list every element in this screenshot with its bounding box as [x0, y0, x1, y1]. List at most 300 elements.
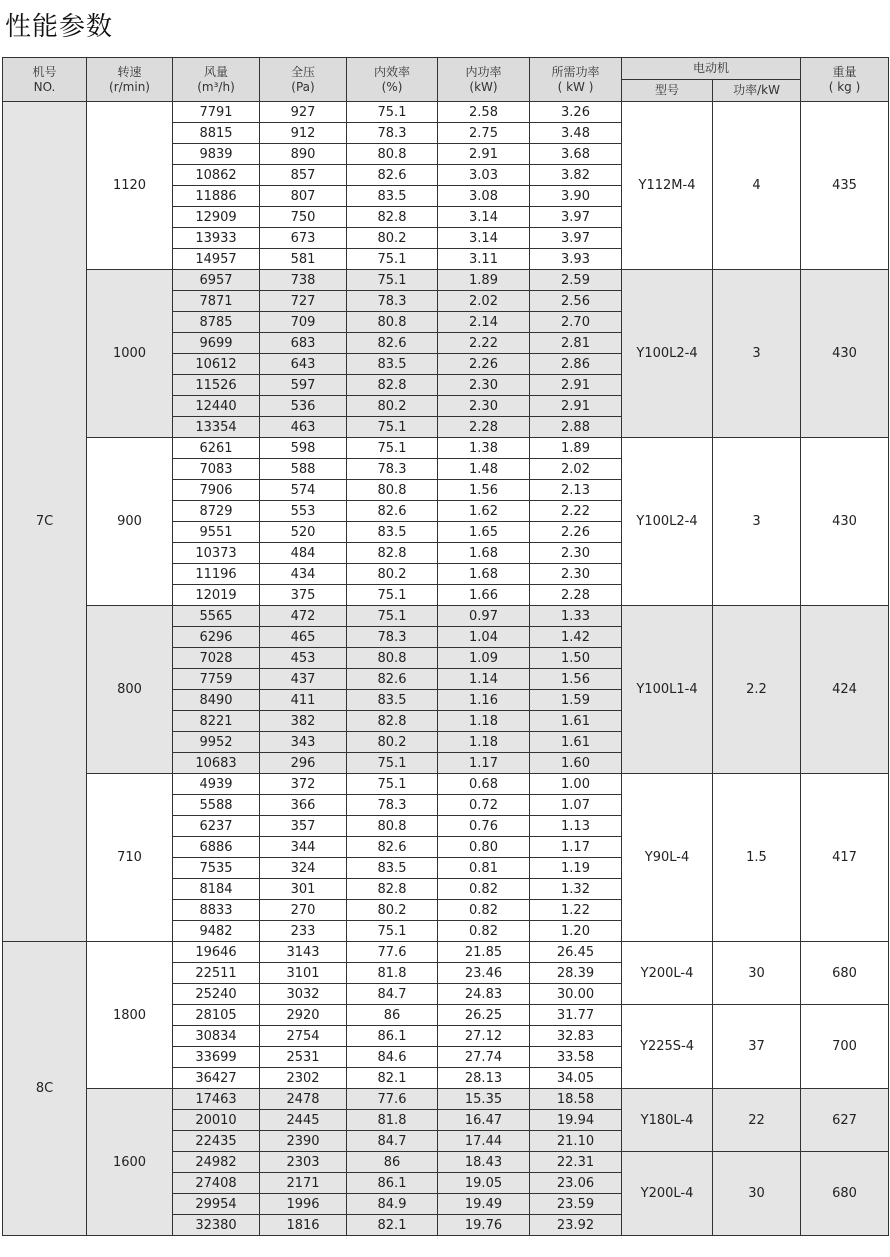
- header-machine-no: 机号 NO.: [3, 58, 87, 102]
- header-weight: 重量 ( kg ): [801, 58, 889, 102]
- internal-power-cell: 3.14: [438, 207, 530, 228]
- pressure-cell: 2171: [260, 1173, 347, 1194]
- motor-power-cell: 2.2: [713, 606, 801, 774]
- weight-cell: 435: [801, 102, 889, 270]
- efficiency-cell: 82.8: [347, 711, 438, 732]
- pressure-cell: 484: [260, 543, 347, 564]
- header-airflow: 风量 (m³/h): [173, 58, 260, 102]
- internal-power-cell: 0.80: [438, 837, 530, 858]
- machine-no-cell: 8C: [3, 942, 87, 1236]
- airflow-cell: 10683: [173, 753, 260, 774]
- airflow-cell: 12440: [173, 396, 260, 417]
- required-power-cell: 1.07: [530, 795, 622, 816]
- required-power-cell: 2.26: [530, 522, 622, 543]
- efficiency-cell: 86: [347, 1005, 438, 1026]
- required-power-cell: 2.91: [530, 396, 622, 417]
- header-internal-power: 内功率 (kW): [438, 58, 530, 102]
- pressure-cell: 857: [260, 165, 347, 186]
- motor-power-cell: 37: [713, 1005, 801, 1089]
- pressure-cell: 2478: [260, 1089, 347, 1110]
- required-power-cell: 21.10: [530, 1131, 622, 1152]
- header-motor: 电动机: [622, 58, 801, 80]
- efficiency-cell: 78.3: [347, 795, 438, 816]
- pressure-cell: 375: [260, 585, 347, 606]
- internal-power-cell: 26.25: [438, 1005, 530, 1026]
- required-power-cell: 28.39: [530, 963, 622, 984]
- pressure-cell: 927: [260, 102, 347, 123]
- header-motor-model: 型号: [622, 80, 713, 102]
- motor-model-cell: Y90L-4: [622, 774, 713, 942]
- table-row: [3, 774, 889, 795]
- airflow-cell: 9952: [173, 732, 260, 753]
- internal-power-cell: 3.11: [438, 249, 530, 270]
- internal-power-cell: 17.44: [438, 1131, 530, 1152]
- airflow-cell: 7535: [173, 858, 260, 879]
- efficiency-cell: 84.7: [347, 1131, 438, 1152]
- efficiency-cell: 75.1: [347, 921, 438, 942]
- speed-cell: 1600: [87, 1089, 173, 1236]
- motor-power-cell: 1.5: [713, 774, 801, 942]
- efficiency-cell: 82.6: [347, 165, 438, 186]
- pressure-cell: 366: [260, 795, 347, 816]
- internal-power-cell: 28.13: [438, 1068, 530, 1089]
- pressure-cell: 1816: [260, 1215, 347, 1236]
- internal-power-cell: 19.49: [438, 1194, 530, 1215]
- motor-model-cell: Y100L2-4: [622, 270, 713, 438]
- airflow-cell: 29954: [173, 1194, 260, 1215]
- efficiency-cell: 80.2: [347, 396, 438, 417]
- weight-cell: 680: [801, 942, 889, 1005]
- pressure-cell: 324: [260, 858, 347, 879]
- internal-power-cell: 16.47: [438, 1110, 530, 1131]
- machine-no-cell: 7C: [3, 102, 87, 942]
- efficiency-cell: 86.1: [347, 1173, 438, 1194]
- motor-model-cell: Y180L-4: [622, 1089, 713, 1152]
- speed-cell: 1120: [87, 102, 173, 270]
- airflow-cell: 19646: [173, 942, 260, 963]
- required-power-cell: 1.50: [530, 648, 622, 669]
- airflow-cell: 22435: [173, 1131, 260, 1152]
- airflow-cell: 8490: [173, 690, 260, 711]
- pressure-cell: 411: [260, 690, 347, 711]
- motor-power-cell: 30: [713, 1152, 801, 1236]
- motor-model-cell: Y225S-4: [622, 1005, 713, 1089]
- efficiency-cell: 75.1: [347, 249, 438, 270]
- internal-power-cell: 0.76: [438, 816, 530, 837]
- airflow-cell: 9699: [173, 333, 260, 354]
- internal-power-cell: 2.28: [438, 417, 530, 438]
- required-power-cell: 1.17: [530, 837, 622, 858]
- required-power-cell: 1.89: [530, 438, 622, 459]
- required-power-cell: 3.82: [530, 165, 622, 186]
- pressure-cell: 437: [260, 669, 347, 690]
- required-power-cell: 2.86: [530, 354, 622, 375]
- airflow-cell: 8833: [173, 900, 260, 921]
- efficiency-cell: 83.5: [347, 858, 438, 879]
- pressure-cell: 3032: [260, 984, 347, 1005]
- internal-power-cell: 1.65: [438, 522, 530, 543]
- header-required-power: 所需功率 ( kW ): [530, 58, 622, 102]
- motor-power-cell: 3: [713, 270, 801, 438]
- header-pressure: 全压 (Pa): [260, 58, 347, 102]
- airflow-cell: 6957: [173, 270, 260, 291]
- efficiency-cell: 80.2: [347, 732, 438, 753]
- internal-power-cell: 24.83: [438, 984, 530, 1005]
- internal-power-cell: 15.35: [438, 1089, 530, 1110]
- efficiency-cell: 75.1: [347, 606, 438, 627]
- required-power-cell: 22.31: [530, 1152, 622, 1173]
- pressure-cell: 465: [260, 627, 347, 648]
- pressure-cell: 738: [260, 270, 347, 291]
- airflow-cell: 11886: [173, 186, 260, 207]
- required-power-cell: 1.42: [530, 627, 622, 648]
- internal-power-cell: 0.82: [438, 921, 530, 942]
- internal-power-cell: 1.38: [438, 438, 530, 459]
- airflow-cell: 20010: [173, 1110, 260, 1131]
- internal-power-cell: 1.56: [438, 480, 530, 501]
- internal-power-cell: 19.76: [438, 1215, 530, 1236]
- required-power-cell: 26.45: [530, 942, 622, 963]
- pressure-cell: 520: [260, 522, 347, 543]
- efficiency-cell: 83.5: [347, 354, 438, 375]
- airflow-cell: 8184: [173, 879, 260, 900]
- weight-cell: 627: [801, 1089, 889, 1152]
- airflow-cell: 9482: [173, 921, 260, 942]
- pressure-cell: 2754: [260, 1026, 347, 1047]
- required-power-cell: 3.97: [530, 228, 622, 249]
- efficiency-cell: 80.8: [347, 816, 438, 837]
- required-power-cell: 1.61: [530, 732, 622, 753]
- motor-model-cell: Y200L-4: [622, 1152, 713, 1236]
- required-power-cell: 2.70: [530, 312, 622, 333]
- internal-power-cell: 1.04: [438, 627, 530, 648]
- pressure-cell: 598: [260, 438, 347, 459]
- airflow-cell: 6237: [173, 816, 260, 837]
- pressure-cell: 890: [260, 144, 347, 165]
- efficiency-cell: 82.8: [347, 879, 438, 900]
- pressure-cell: 434: [260, 564, 347, 585]
- internal-power-cell: 0.81: [438, 858, 530, 879]
- airflow-cell: 27408: [173, 1173, 260, 1194]
- pressure-cell: 673: [260, 228, 347, 249]
- efficiency-cell: 80.8: [347, 144, 438, 165]
- efficiency-cell: 77.6: [347, 1089, 438, 1110]
- efficiency-cell: 82.6: [347, 333, 438, 354]
- efficiency-cell: 82.8: [347, 543, 438, 564]
- pressure-cell: 301: [260, 879, 347, 900]
- table-row: [3, 438, 889, 459]
- motor-power-cell: 4: [713, 102, 801, 270]
- efficiency-cell: 75.1: [347, 753, 438, 774]
- header-efficiency: 内效率 (%): [347, 58, 438, 102]
- internal-power-cell: 1.66: [438, 585, 530, 606]
- required-power-cell: 3.26: [530, 102, 622, 123]
- required-power-cell: 1.61: [530, 711, 622, 732]
- efficiency-cell: 81.8: [347, 1110, 438, 1131]
- airflow-cell: 12909: [173, 207, 260, 228]
- efficiency-cell: 80.2: [347, 228, 438, 249]
- airflow-cell: 30834: [173, 1026, 260, 1047]
- pressure-cell: 344: [260, 837, 347, 858]
- required-power-cell: 1.00: [530, 774, 622, 795]
- airflow-cell: 7083: [173, 459, 260, 480]
- internal-power-cell: 18.43: [438, 1152, 530, 1173]
- airflow-cell: 8729: [173, 501, 260, 522]
- airflow-cell: 28105: [173, 1005, 260, 1026]
- required-power-cell: 2.88: [530, 417, 622, 438]
- weight-cell: 430: [801, 270, 889, 438]
- page-title: 性能参数: [5, 12, 114, 42]
- internal-power-cell: 1.89: [438, 270, 530, 291]
- pressure-cell: 912: [260, 123, 347, 144]
- pressure-cell: 372: [260, 774, 347, 795]
- efficiency-cell: 75.1: [347, 585, 438, 606]
- efficiency-cell: 80.8: [347, 648, 438, 669]
- efficiency-cell: 78.3: [347, 627, 438, 648]
- airflow-cell: 8221: [173, 711, 260, 732]
- internal-power-cell: 1.68: [438, 564, 530, 585]
- table-row: [3, 270, 889, 291]
- efficiency-cell: 84.7: [347, 984, 438, 1005]
- airflow-cell: 10612: [173, 354, 260, 375]
- required-power-cell: 1.19: [530, 858, 622, 879]
- pressure-cell: 472: [260, 606, 347, 627]
- airflow-cell: 9551: [173, 522, 260, 543]
- required-power-cell: 1.59: [530, 690, 622, 711]
- internal-power-cell: 3.14: [438, 228, 530, 249]
- internal-power-cell: 0.97: [438, 606, 530, 627]
- airflow-cell: 7759: [173, 669, 260, 690]
- efficiency-cell: 80.8: [347, 312, 438, 333]
- efficiency-cell: 80.8: [347, 480, 438, 501]
- table-body: [3, 102, 889, 1236]
- weight-cell: 700: [801, 1005, 889, 1089]
- motor-power-cell: 22: [713, 1089, 801, 1152]
- internal-power-cell: 3.08: [438, 186, 530, 207]
- efficiency-cell: 82.6: [347, 669, 438, 690]
- internal-power-cell: 0.82: [438, 879, 530, 900]
- efficiency-cell: 80.2: [347, 900, 438, 921]
- required-power-cell: 32.83: [530, 1026, 622, 1047]
- efficiency-cell: 75.1: [347, 774, 438, 795]
- internal-power-cell: 1.17: [438, 753, 530, 774]
- airflow-cell: 24982: [173, 1152, 260, 1173]
- pressure-cell: 536: [260, 396, 347, 417]
- header-motor-power: 功率/kW: [713, 80, 801, 102]
- header-speed: 转速 (r/min): [87, 58, 173, 102]
- pressure-cell: 597: [260, 375, 347, 396]
- pressure-cell: 296: [260, 753, 347, 774]
- pressure-cell: 270: [260, 900, 347, 921]
- table-row: [3, 606, 889, 627]
- efficiency-cell: 81.8: [347, 963, 438, 984]
- internal-power-cell: 2.91: [438, 144, 530, 165]
- internal-power-cell: 2.14: [438, 312, 530, 333]
- required-power-cell: 2.13: [530, 480, 622, 501]
- required-power-cell: 23.06: [530, 1173, 622, 1194]
- required-power-cell: 2.59: [530, 270, 622, 291]
- internal-power-cell: 0.72: [438, 795, 530, 816]
- internal-power-cell: 2.75: [438, 123, 530, 144]
- airflow-cell: 8785: [173, 312, 260, 333]
- pressure-cell: 2302: [260, 1068, 347, 1089]
- internal-power-cell: 2.02: [438, 291, 530, 312]
- pressure-cell: 588: [260, 459, 347, 480]
- airflow-cell: 32380: [173, 1215, 260, 1236]
- pressure-cell: 683: [260, 333, 347, 354]
- required-power-cell: 2.28: [530, 585, 622, 606]
- pressure-cell: 357: [260, 816, 347, 837]
- required-power-cell: 3.90: [530, 186, 622, 207]
- airflow-cell: 14957: [173, 249, 260, 270]
- internal-power-cell: 2.26: [438, 354, 530, 375]
- internal-power-cell: 1.18: [438, 711, 530, 732]
- motor-power-cell: 30: [713, 942, 801, 1005]
- internal-power-cell: 2.58: [438, 102, 530, 123]
- efficiency-cell: 83.5: [347, 690, 438, 711]
- required-power-cell: 1.32: [530, 879, 622, 900]
- internal-power-cell: 21.85: [438, 942, 530, 963]
- required-power-cell: 23.92: [530, 1215, 622, 1236]
- pressure-cell: 2445: [260, 1110, 347, 1131]
- airflow-cell: 33699: [173, 1047, 260, 1068]
- airflow-cell: 11196: [173, 564, 260, 585]
- motor-model-cell: Y200L-4: [622, 942, 713, 1005]
- required-power-cell: 1.56: [530, 669, 622, 690]
- performance-table: [2, 57, 889, 1236]
- required-power-cell: 1.33: [530, 606, 622, 627]
- internal-power-cell: 2.30: [438, 375, 530, 396]
- required-power-cell: 18.58: [530, 1089, 622, 1110]
- speed-cell: 1000: [87, 270, 173, 438]
- required-power-cell: 33.58: [530, 1047, 622, 1068]
- pressure-cell: 581: [260, 249, 347, 270]
- required-power-cell: 23.59: [530, 1194, 622, 1215]
- internal-power-cell: 1.14: [438, 669, 530, 690]
- internal-power-cell: 19.05: [438, 1173, 530, 1194]
- motor-model-cell: Y100L2-4: [622, 438, 713, 606]
- required-power-cell: 1.13: [530, 816, 622, 837]
- efficiency-cell: 75.1: [347, 417, 438, 438]
- efficiency-cell: 83.5: [347, 522, 438, 543]
- internal-power-cell: 3.03: [438, 165, 530, 186]
- pressure-cell: 463: [260, 417, 347, 438]
- efficiency-cell: 75.1: [347, 102, 438, 123]
- internal-power-cell: 2.22: [438, 333, 530, 354]
- motor-model-cell: Y100L1-4: [622, 606, 713, 774]
- efficiency-cell: 78.3: [347, 459, 438, 480]
- efficiency-cell: 78.3: [347, 123, 438, 144]
- required-power-cell: 3.97: [530, 207, 622, 228]
- internal-power-cell: 27.74: [438, 1047, 530, 1068]
- airflow-cell: 6886: [173, 837, 260, 858]
- pressure-cell: 553: [260, 501, 347, 522]
- required-power-cell: 1.22: [530, 900, 622, 921]
- efficiency-cell: 82.1: [347, 1068, 438, 1089]
- internal-power-cell: 2.30: [438, 396, 530, 417]
- efficiency-cell: 82.8: [347, 207, 438, 228]
- pressure-cell: 382: [260, 711, 347, 732]
- airflow-cell: 9839: [173, 144, 260, 165]
- efficiency-cell: 78.3: [347, 291, 438, 312]
- pressure-cell: 1996: [260, 1194, 347, 1215]
- efficiency-cell: 75.1: [347, 270, 438, 291]
- internal-power-cell: 1.48: [438, 459, 530, 480]
- weight-cell: 680: [801, 1152, 889, 1236]
- pressure-cell: 750: [260, 207, 347, 228]
- efficiency-cell: 82.1: [347, 1215, 438, 1236]
- pressure-cell: 727: [260, 291, 347, 312]
- airflow-cell: 8815: [173, 123, 260, 144]
- efficiency-cell: 86.1: [347, 1026, 438, 1047]
- airflow-cell: 4939: [173, 774, 260, 795]
- efficiency-cell: 75.1: [347, 438, 438, 459]
- internal-power-cell: 1.18: [438, 732, 530, 753]
- pressure-cell: 2390: [260, 1131, 347, 1152]
- efficiency-cell: 82.6: [347, 837, 438, 858]
- pressure-cell: 709: [260, 312, 347, 333]
- airflow-cell: 5588: [173, 795, 260, 816]
- motor-power-cell: 3: [713, 438, 801, 606]
- weight-cell: 417: [801, 774, 889, 942]
- airflow-cell: 7871: [173, 291, 260, 312]
- required-power-cell: 2.30: [530, 543, 622, 564]
- airflow-cell: 6261: [173, 438, 260, 459]
- internal-power-cell: 23.46: [438, 963, 530, 984]
- airflow-cell: 22511: [173, 963, 260, 984]
- airflow-cell: 10862: [173, 165, 260, 186]
- pressure-cell: 643: [260, 354, 347, 375]
- required-power-cell: 2.30: [530, 564, 622, 585]
- efficiency-cell: 86: [347, 1152, 438, 1173]
- table-row: [3, 1089, 889, 1110]
- internal-power-cell: 0.68: [438, 774, 530, 795]
- pressure-cell: 807: [260, 186, 347, 207]
- pressure-cell: 574: [260, 480, 347, 501]
- efficiency-cell: 77.6: [347, 942, 438, 963]
- airflow-cell: 11526: [173, 375, 260, 396]
- required-power-cell: 1.60: [530, 753, 622, 774]
- pressure-cell: 2303: [260, 1152, 347, 1173]
- internal-power-cell: 1.16: [438, 690, 530, 711]
- required-power-cell: 2.02: [530, 459, 622, 480]
- airflow-cell: 12019: [173, 585, 260, 606]
- airflow-cell: 7791: [173, 102, 260, 123]
- pressure-cell: 2531: [260, 1047, 347, 1068]
- efficiency-cell: 83.5: [347, 186, 438, 207]
- pressure-cell: 343: [260, 732, 347, 753]
- required-power-cell: 2.56: [530, 291, 622, 312]
- weight-cell: 424: [801, 606, 889, 774]
- required-power-cell: 2.81: [530, 333, 622, 354]
- internal-power-cell: 27.12: [438, 1026, 530, 1047]
- airflow-cell: 17463: [173, 1089, 260, 1110]
- airflow-cell: 5565: [173, 606, 260, 627]
- speed-cell: 1800: [87, 942, 173, 1089]
- efficiency-cell: 82.8: [347, 375, 438, 396]
- required-power-cell: 34.05: [530, 1068, 622, 1089]
- required-power-cell: 3.48: [530, 123, 622, 144]
- efficiency-cell: 84.6: [347, 1047, 438, 1068]
- required-power-cell: 31.77: [530, 1005, 622, 1026]
- table-row: [3, 102, 889, 123]
- airflow-cell: 25240: [173, 984, 260, 1005]
- pressure-cell: 453: [260, 648, 347, 669]
- efficiency-cell: 82.6: [347, 501, 438, 522]
- required-power-cell: 30.00: [530, 984, 622, 1005]
- table-row: [3, 942, 889, 963]
- pressure-cell: 3143: [260, 942, 347, 963]
